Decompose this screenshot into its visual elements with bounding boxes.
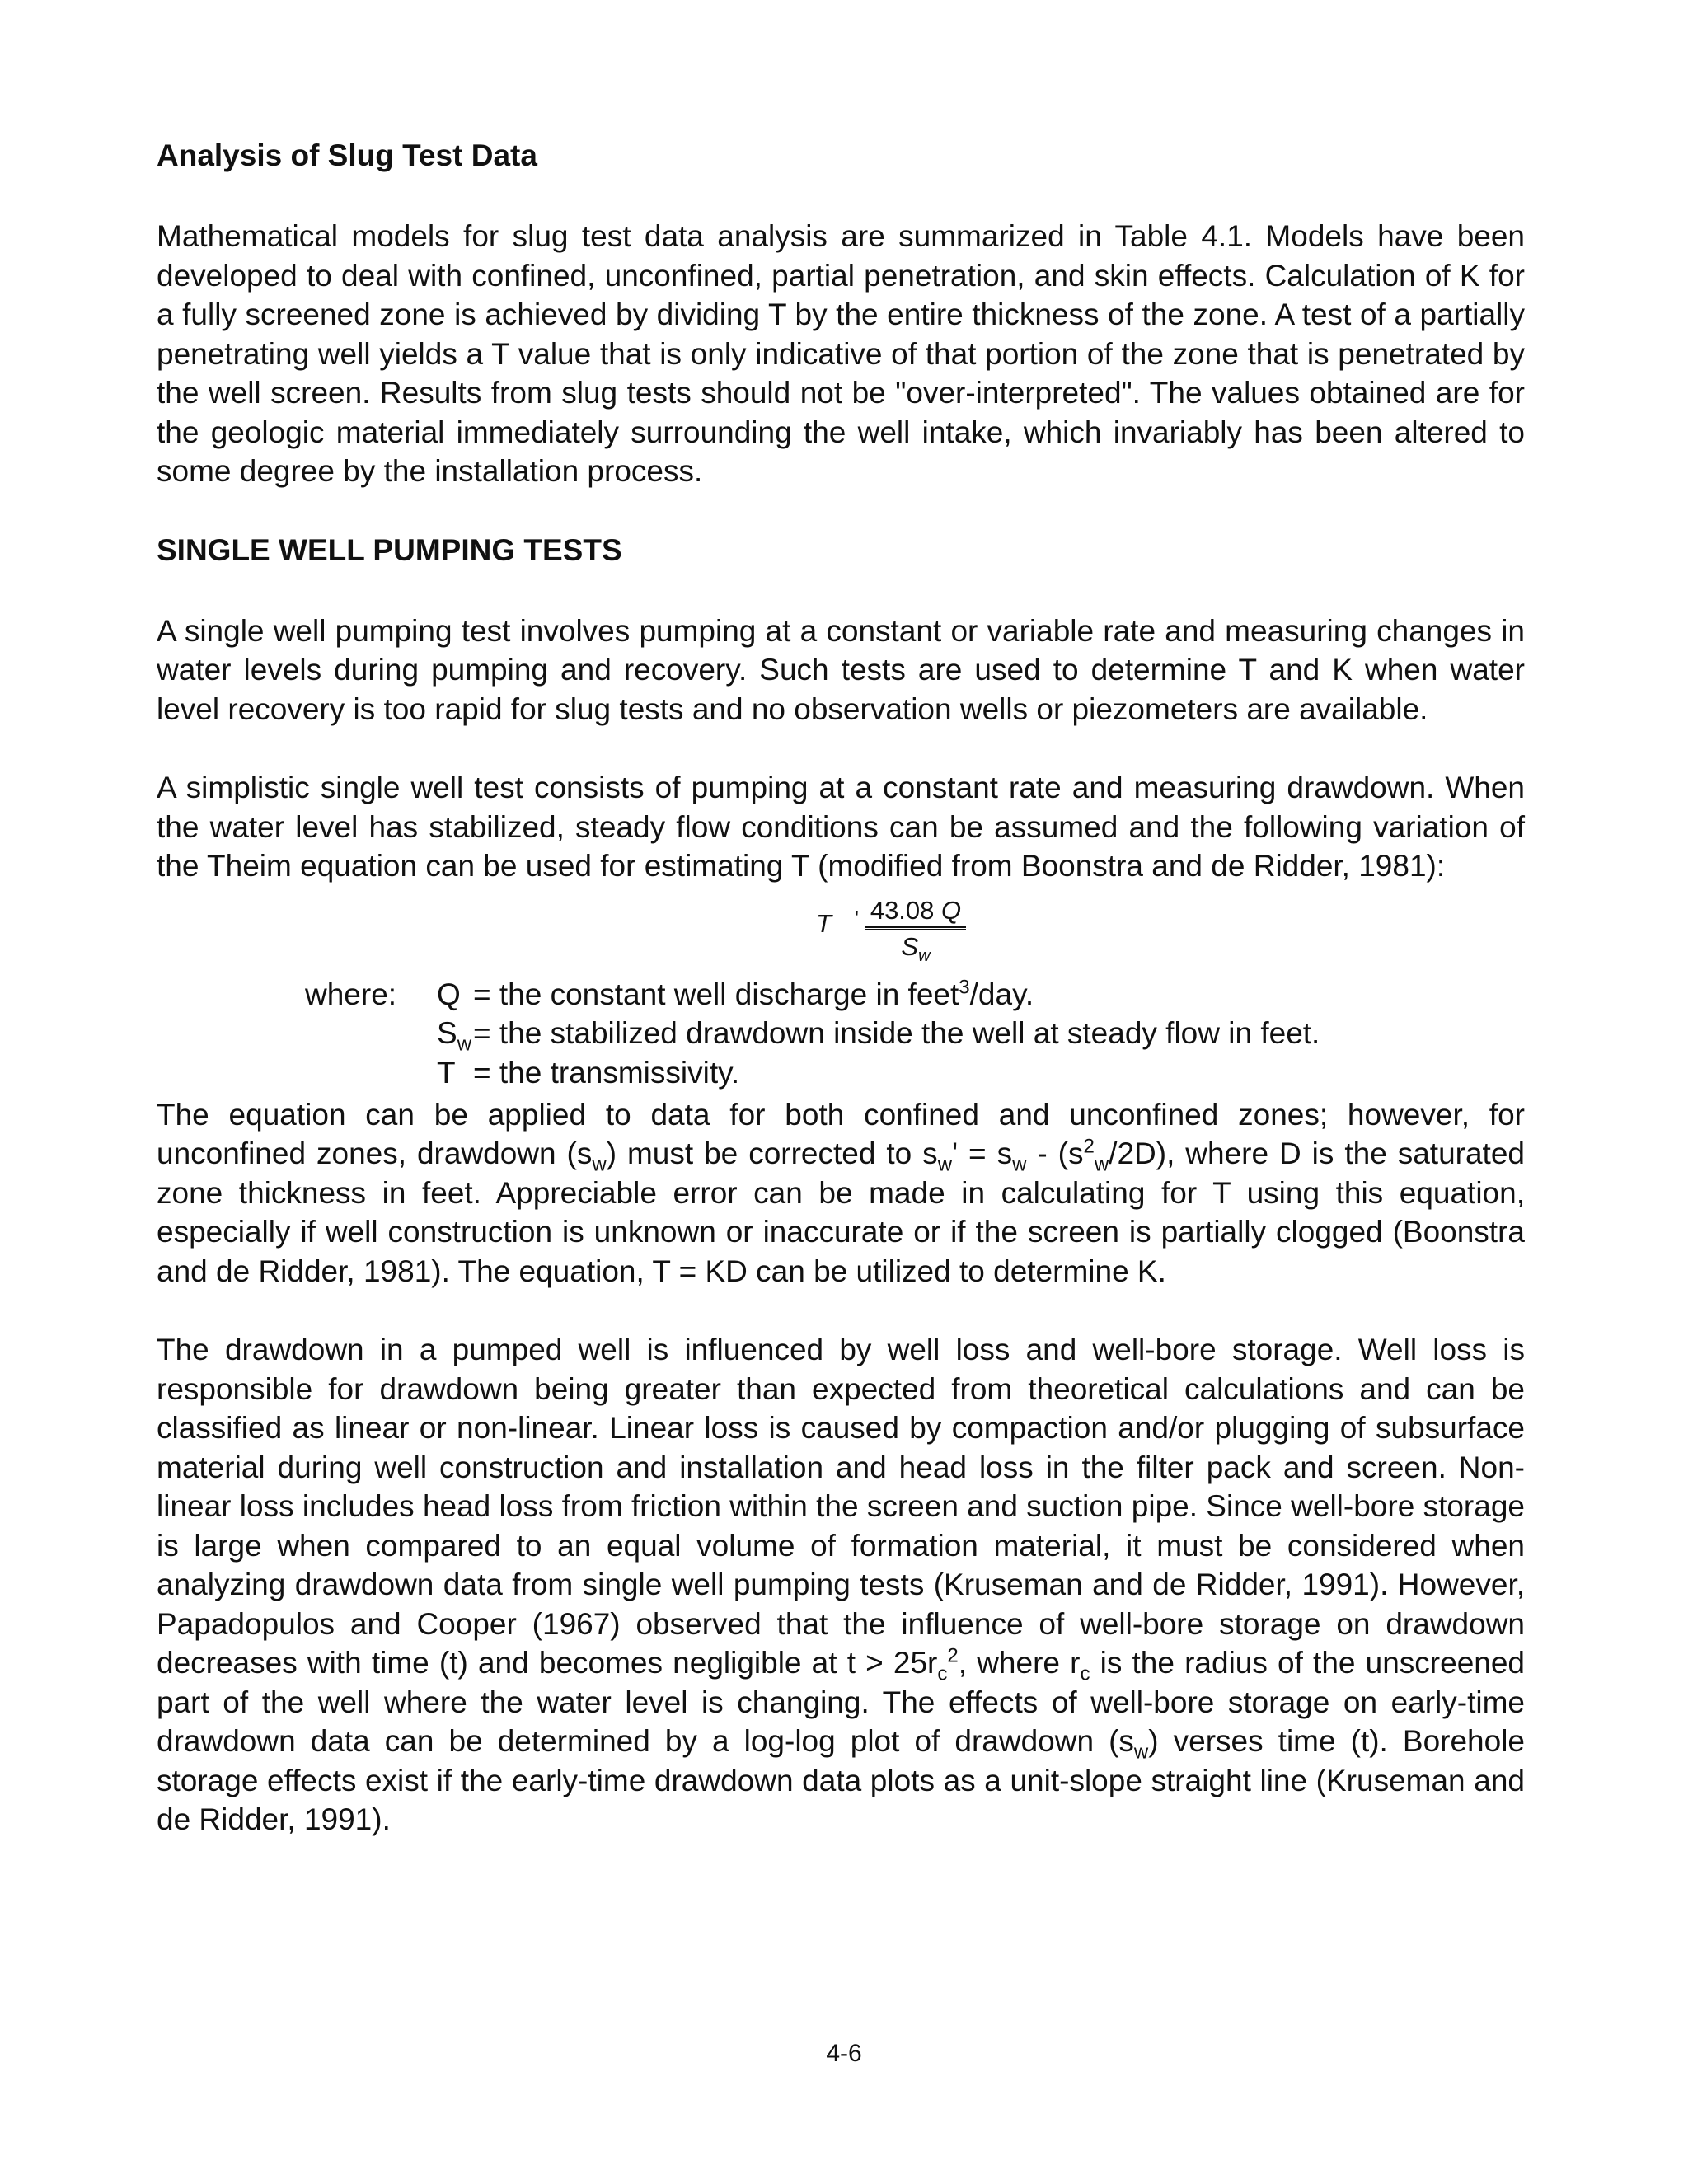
definition-q: Q = the constant well discharge in feet$^3$/day. (437, 975, 1320, 1015)
document-page (157, 136, 1525, 1840)
equation-numerator (865, 896, 966, 930)
paragraph-simplistic-test: A simplistic single well test consists of pumping at a constant rate and measuring drawdown. When the water level has stabilized, steady flow conditions can be assumed and the following variation of the Theim equation can be used for estimating T (modified from Boonstra and de Ridder, 1981): (157, 771, 1525, 883)
definition-sw: $S_w=$ the stabilized drawdown inside the well at steady flow in feet. (437, 1014, 1320, 1053)
equation-fraction (865, 896, 966, 963)
paragraph-slug-analysis: Mathematical models for slug test data analysis are summarized in Table 4.1. Models have been developed to deal with confined, unconfined, partial penetration, and skin effects. Calculation of K for a fully screened zone is achieved by dividing T by the entire thickness of the zone. A test of a partially penetrating well yields a T value that is only indicative of that portion of the zone that is penetrated by the well screen. Results from slug tests should not be "over-interpreted". The values obtained are for the geologic material immediately surrounding the well intake, which invariably has been altered to some degree by the installation process. (157, 219, 1525, 488)
paragraph-single-well-intro: A single well pumping test involves pumping at a constant or variable rate and measuring changes in water levels during pumping and recovery. Such tests are used to determine T and K when water level recovery is too rapid for slug tests and no observation wells or piezometers are available. (157, 613, 1525, 726)
page-number: 4-6 (826, 2040, 862, 2067)
paragraph-confined-unconfined: The equation can be applied to data for both confined and unconfined zones; however, for unconfined zones, drawdown $(s_w)$ must be corrected to $s_w' = s_w - (s^2_w/2D)$, where D is the saturated zone thickness in feet. Appreciable error can be made in calculating for T using this equation, especially if well construction is unknown or inaccurate or if the screen is partially clogged (Boonstra and de Ridder, 1981). The equation, T = KD can be utilized to determine K. (157, 1097, 1525, 1288)
equation-drawdown-sub: w (918, 946, 931, 965)
where-definitions (157, 975, 1525, 1095)
theim-equation (157, 896, 1525, 970)
symbol-sw: $S_w$ (437, 1016, 472, 1056)
symbol-t: T (437, 1055, 456, 1090)
equation-drawdown-var: S (901, 931, 919, 961)
paragraph-drawdown-well-loss: The drawdown in a pumped well is influenced by well loss and well-bore storage. Well loss is responsible for drawdown being greater than expected from theoretical calculations and can be classified as linear or non-linear. Linear loss is caused by compaction and/or plugging of subsurface material during well construction and installation and head loss in the filter pack and screen. Non-linear loss includes head loss from friction within the screen and suction pipe. Since well-bore storage is large when compared to an equal volume of formation material, it must be considered when analyzing drawdown data from single well pumping tests (Kruseman and de Ridder, 1991). However, Papadopulos and Cooper (1967) observed that the influence of well-bore storage on drawdown decreases with time (t) and becomes negligible at $t > 25r_c^2$, where $r_c$ is the radius of the unscreened part of the well where the water level is changing. The effects of well-bore storage on early-time drawdown data can be determined by a log-log plot of drawdown $(s_w)$ verses time (t). Borehole storage effects exist if the early-time drawdown data plots as a unit-slope straight line (Kruseman and de Ridder, 1991). (157, 1333, 1526, 1836)
definition-t: T = the transmissivity. (437, 1053, 1320, 1093)
section-heading-single-well: SINGLE WELL PUMPING TESTS (157, 532, 622, 567)
equation-discharge-var: Q (941, 895, 962, 925)
equation-equals: ' (855, 905, 859, 930)
equation-lhs: T (816, 908, 832, 938)
equation-coefficient: 43.08 (870, 895, 935, 925)
equation-denominator (865, 930, 966, 963)
symbol-q: Q (437, 977, 461, 1011)
section-heading-slug-analysis: Analysis of Slug Test Data (157, 138, 537, 172)
where-label: where: (305, 977, 397, 1011)
